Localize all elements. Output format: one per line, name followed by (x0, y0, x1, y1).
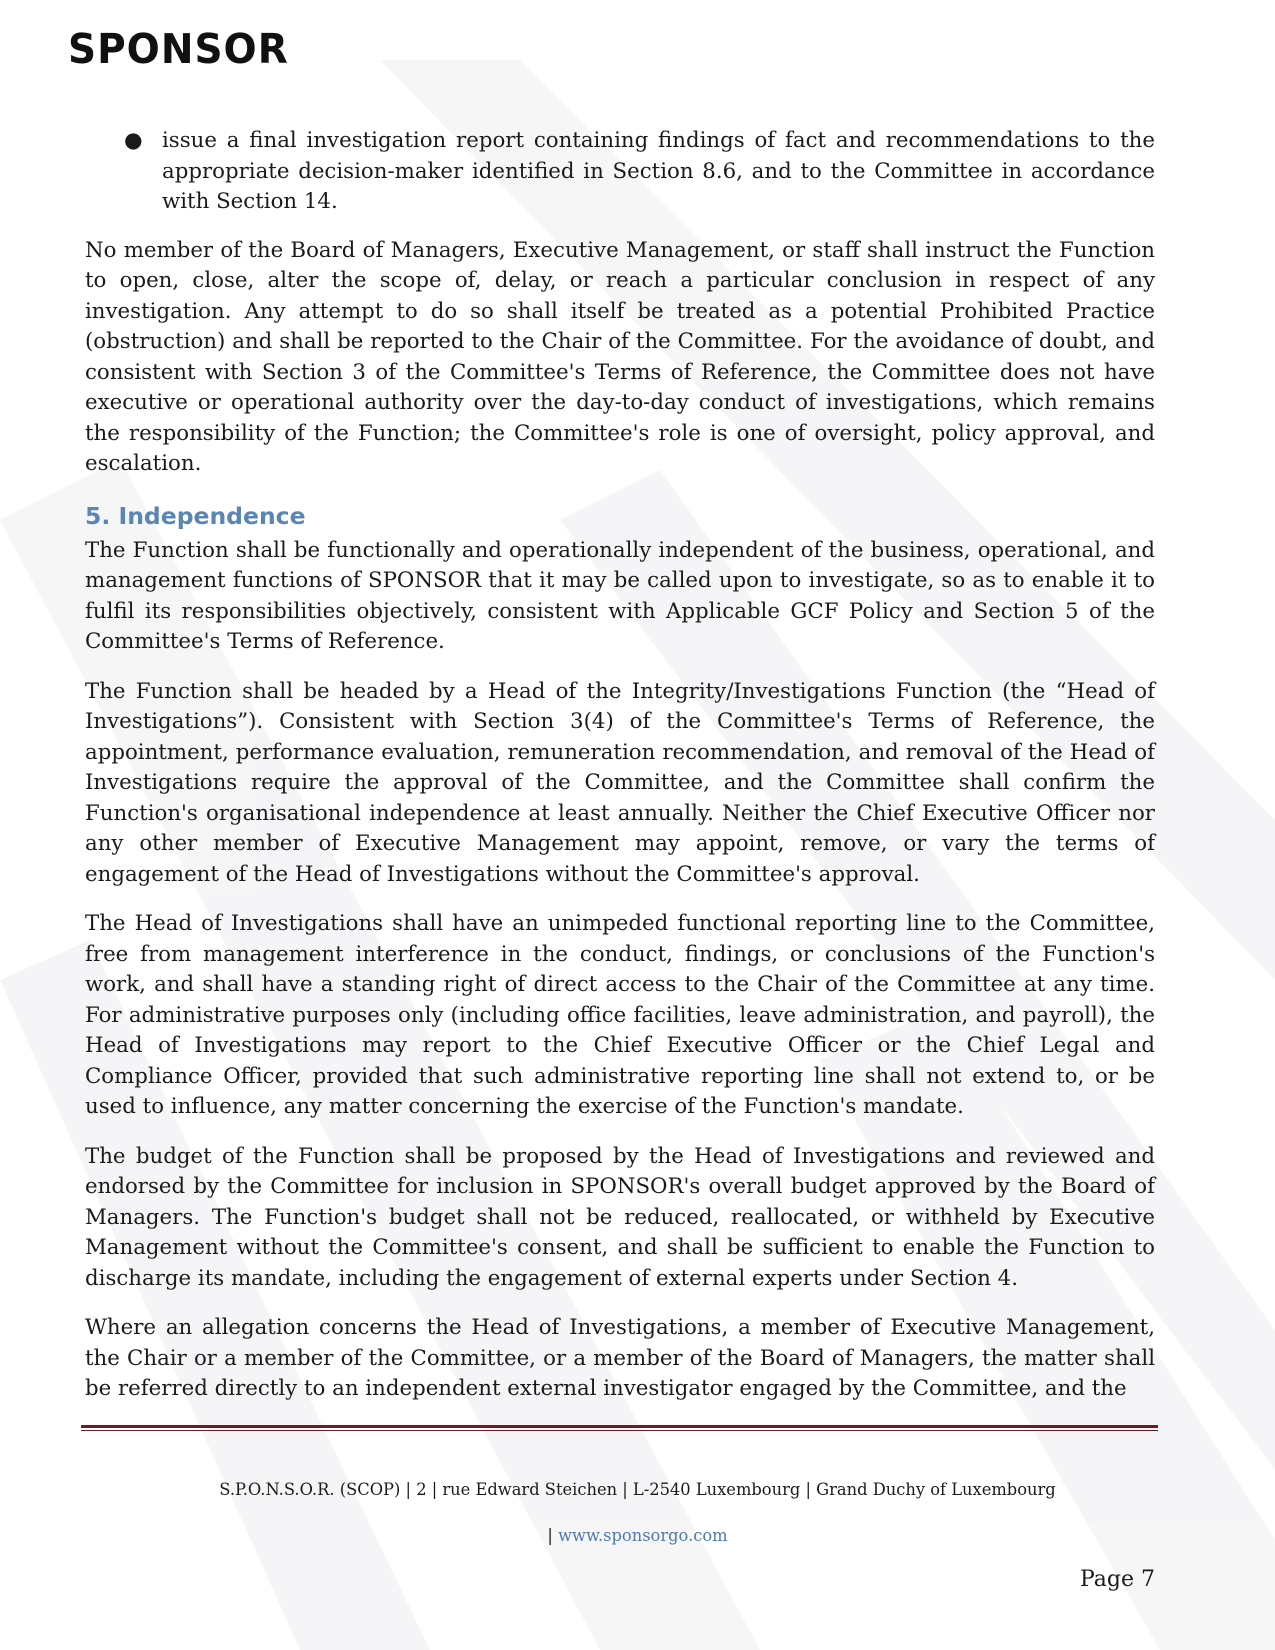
paragraph: The Function shall be functionally and operationally independent of the business, operational, and management functions of SPONSOR that it may be called upon to investigate, so as to enable it to fulfil its responsibilities objectively, consistent with Applicable GCF Policy and Section 5 of the Committee's Terms of Reference. (85, 537, 1155, 654)
footer-address: S.P.O.N.S.O.R. (SCOP) | 2 | rue Edward Steichen | L-2540 Luxembourg | Grand Duchy of Luxembourg (219, 1480, 1056, 1499)
website-link[interactable]: www.sponsorgo.com (558, 1526, 728, 1545)
paragraph: The budget of the Function shall be proposed by the Head of Investigations and reviewed and endorsed by the Committee for inclusion in SPONSOR's overall budget approved by the Board of Managers. The Function's budget shall not be reduced, reallocated, or withheld by Executive Management without the Committee's consent, and shall be sufficient to enable the Function to discharge its mandate, including the engagement of external experts under Section 4. (85, 1143, 1155, 1291)
list-item (85, 126, 1155, 218)
paragraph: The Head of Investigations shall have an unimpeded functional reporting line to the Committee, free from management interference in the conduct, findings, or conclusions of the Function's work, and shall have a standing right of direct access to the Chair of the Committee at any time. For administrative purposes only (including office facilities, leave administration, and payroll), the Head of Investigations may report to the Chief Executive Officer or the Chief Legal and Compliance Officer, provided that such administrative reporting line shall not extend to, or be used to influence, any matter concerning the exercise of the Function's mandate. (85, 911, 1155, 1119)
paragraph: Where an allegation concerns the Head of Investigations, a member of Executive Management, the Chair or a member of the Committee, or a member of the Board of Managers, the matter shall be referred directly to an independent external investigator engaged by the Committee, and the (85, 1315, 1155, 1401)
footer-separator: | (547, 1526, 553, 1545)
list-item-text: issue a final investigation report containing findings of fact and recommendations to the appropriate decision-maker identified in Section 8.6, and to the Committee in accordance with Section 14. (162, 128, 1155, 214)
paragraph: No member of the Board of Managers, Executive Management, or staff shall instruct the Function to open, close, alter the scope of, delay, or reach a particular conclusion in respect of any investigation. Any attempt to do so shall itself be treated as a potential Prohibited Practice (obstruction) and shall be reported to the Chair of the Committee. For the avoidance of doubt, and consistent with Section 3 of the Committee's Terms of Reference, the Committee does not have executive or operational authority over the day-to-day conduct of investigations, which remains the responsibility of the Function; the Committee's role is one of oversight, policy approval, and escalation. (85, 237, 1155, 476)
footer-divider (81, 1425, 1158, 1431)
page-number: Page 7 (1079, 1567, 1155, 1592)
bullet-list (85, 126, 1155, 218)
section-heading: 5. Independence (85, 501, 306, 530)
paragraph: The Function shall be headed by a Head of the Integrity/Investigations Function (the “Head of Investigations”). Consistent with Section 3(4) of the Committee's Terms of Reference, the appointment, performance evaluation, remuneration recommendation, and removal of the Head of Investigations require the approval of the Committee, and the Committee shall confirm the Function's organisational independence at least annually. Neither the Chief Executive Officer nor any other member of Executive Management may appoint, remove, or vary the terms of engagement of the Head of Investigations without the Committee's approval. (85, 678, 1155, 887)
bullet-icon: ● (124, 128, 143, 153)
sponsor-logo: SPONSOR (68, 26, 289, 74)
document-body (85, 126, 1155, 1424)
footer-website-line (0, 1526, 1275, 1545)
